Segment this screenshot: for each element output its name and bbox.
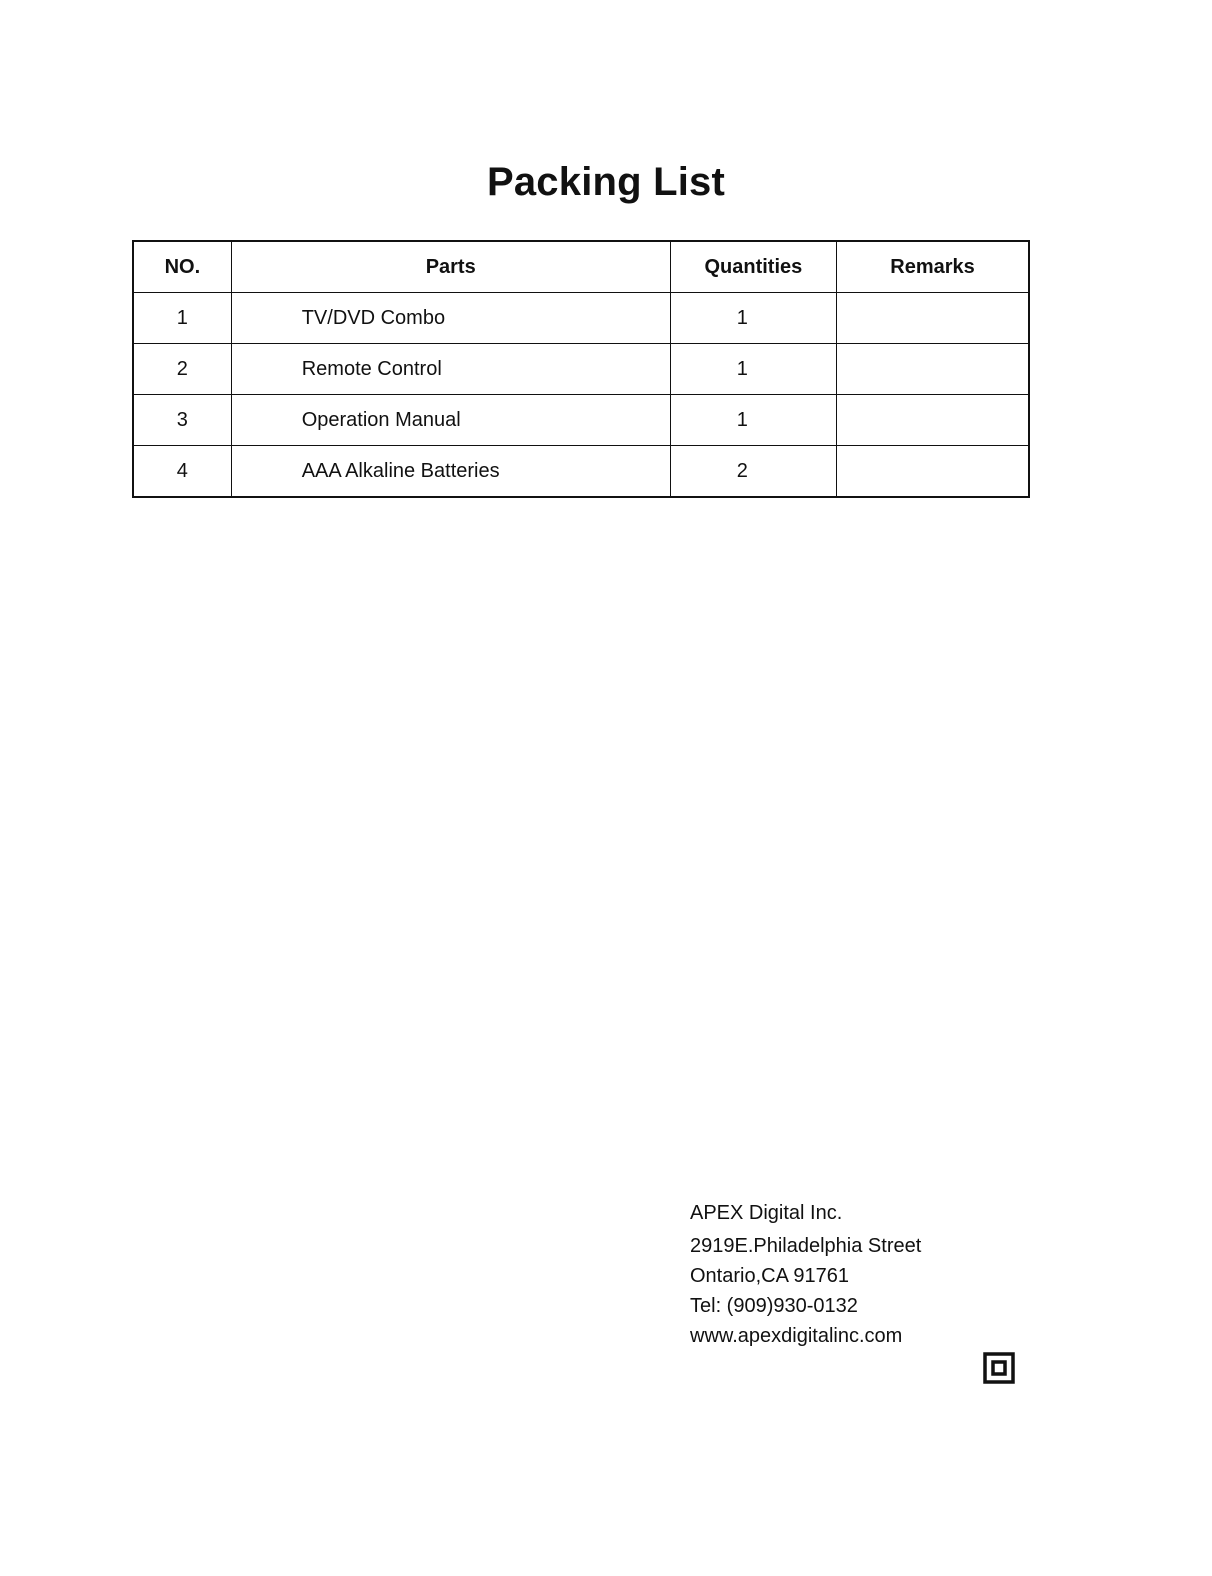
row-number: 2 [133,344,231,395]
company-website: www.apexdigitalinc.com [690,1325,903,1347]
company-name: APEX Digital Inc. [690,1202,843,1224]
row-remarks [837,395,1029,446]
row-remarks [837,446,1029,498]
row-part: Operation Manual [231,395,670,446]
row-number: 3 [133,395,231,446]
header-parts: Parts [231,241,670,293]
row-part: AAA Alkaline Batteries [231,446,670,498]
company-address [690,1198,921,1351]
table-row [133,395,1029,446]
header-quantities: Quantities [670,241,836,293]
table-header-row [133,241,1029,293]
header-remarks: Remarks [837,241,1029,293]
row-quantity: 1 [670,344,836,395]
table-row [133,446,1029,498]
double-square-icon [983,1352,1015,1384]
row-quantity: 1 [670,395,836,446]
row-quantity: 1 [670,293,836,344]
table-row [133,293,1029,344]
table-row [133,344,1029,395]
page-title: Packing List [486,160,726,204]
company-city: Ontario,CA 91761 [690,1265,849,1287]
row-part: TV/DVD Combo [231,293,670,344]
row-number: 1 [133,293,231,344]
row-number: 4 [133,446,231,498]
row-quantity: 2 [670,446,836,498]
row-remarks [837,344,1029,395]
company-street: 2919E.Philadelphia Street [690,1235,922,1257]
header-no: NO. [133,241,231,293]
row-remarks [837,293,1029,344]
company-tel: Tel: (909)930-0132 [690,1295,858,1317]
packing-list-table [132,240,1030,498]
row-part: Remote Control [231,344,670,395]
